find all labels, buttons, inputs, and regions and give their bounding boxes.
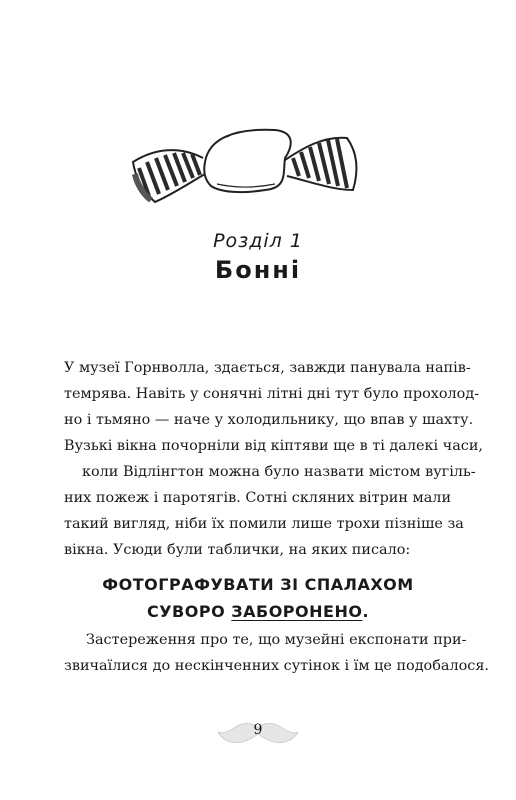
warning-line-2 — [0, 598, 516, 625]
paragraph-line: Вузькі вікна почорніли від кіптяви ще в ті далекі часи, — [64, 438, 483, 454]
page-number: 9 — [253, 722, 263, 738]
warning-line-1: ФОТОГРАФУВАТИ ЗІ СПАЛАХОМ — [102, 575, 414, 594]
chapter-title: Бонні — [214, 256, 302, 284]
paragraph-line: вікна. Усюди були таблички, на яких писало: — [64, 542, 411, 558]
paragraph-line: темрява. Навіть у сонячні літні дні тут було прохолод- — [64, 386, 480, 402]
paragraph-line: Застереження про те, що музейні експонати при- — [86, 632, 467, 648]
chapter-label: Розділ 1 — [213, 230, 303, 252]
warning-notice — [0, 571, 516, 625]
paragraph-line: них пожеж і паротягів. Сотні скляних вітрин мали — [64, 490, 452, 506]
paragraph-line: но і тьмяно — наче у холодильнику, що впав у шахту. — [64, 412, 474, 428]
warning-underlined: ЗАБОРОНЕНО — [231, 602, 363, 621]
page-number-badge — [218, 718, 298, 748]
paragraph-line: коли Відлінгтон можна було назвати містом вугіль- — [82, 464, 476, 480]
candy-icon — [125, 118, 365, 210]
warning-prefix: СУВОРО — [146, 602, 232, 621]
warning-suffix: . — [362, 602, 370, 621]
paragraph-line: звичаїлися до нескінченних сутінок і їм це подобалося. — [64, 658, 489, 674]
paragraph-line: такий вигляд, ніби їх помили лише трохи пізніше за — [64, 516, 464, 532]
paragraph-1 — [64, 355, 483, 563]
paragraph-line: У музеї Горнволла, здається, завжди панувала напів- — [64, 360, 471, 376]
paragraph-2 — [64, 627, 489, 679]
